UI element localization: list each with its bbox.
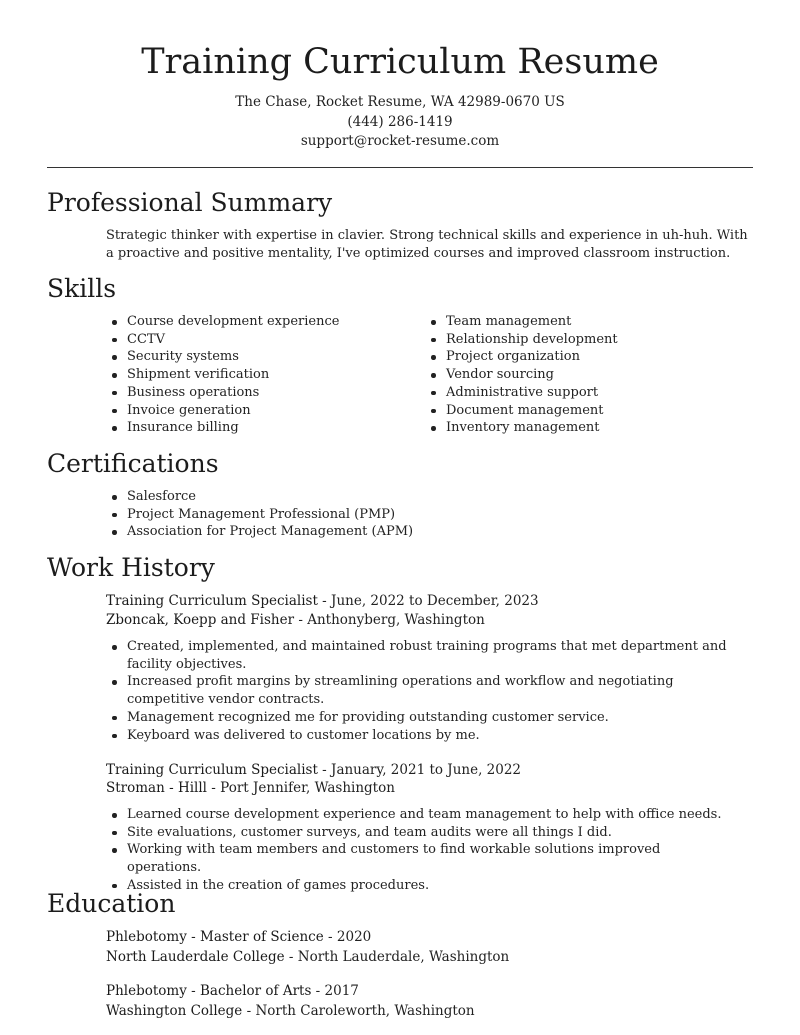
education-field: Phlebotomy — [106, 983, 187, 999]
job-dates: January, 2021 to June, 2022 — [331, 762, 522, 778]
education-school-line — [106, 948, 509, 967]
job-company-line — [106, 611, 485, 630]
list-item: Association for Project Management (APM) — [106, 523, 746, 541]
separator-dash: - — [317, 593, 332, 609]
list-item: Administrative support — [425, 384, 745, 402]
job-location: Port Jennifer, Washington — [220, 780, 395, 796]
education-field: Phlebotomy — [106, 929, 187, 945]
education-year: 2020 — [336, 929, 372, 945]
section-title-skills: Skills — [47, 274, 117, 303]
list-item: Vendor sourcing — [425, 366, 745, 384]
separator-dash: - — [242, 1003, 256, 1019]
list-item: Project Management Professional (PMP) — [106, 506, 746, 524]
list-item: Assisted in the creation of games procedures. — [106, 877, 736, 895]
education-degree: Bachelor of Arts — [200, 983, 312, 999]
list-item: CCTV — [106, 331, 406, 349]
separator-dash: - — [317, 762, 332, 778]
skills-list-right — [425, 313, 745, 437]
job-dates: June, 2022 to December, 2023 — [331, 593, 539, 609]
job-bullets — [106, 638, 736, 744]
section-title-certifications: Certifications — [47, 449, 219, 478]
separator-dash: - — [186, 929, 200, 945]
list-item: Shipment verification — [106, 366, 406, 384]
education-degree-line — [106, 928, 371, 947]
separator-dash: - — [186, 983, 200, 999]
list-item: Invoice generation — [106, 402, 406, 420]
education-year: 2017 — [324, 983, 359, 999]
list-item: Course development experience — [106, 313, 406, 331]
email: support@rocket-resume.com — [300, 133, 500, 149]
section-title-work-history: Work History — [47, 553, 215, 582]
separator-dash: - — [284, 949, 298, 965]
section-title-education: Education — [47, 889, 176, 918]
job-location: Anthonyberg, Washington — [307, 612, 485, 628]
list-item: Project organization — [425, 348, 745, 366]
job-company: Stroman - Hilll — [106, 780, 207, 796]
list-item: Insurance billing — [106, 419, 406, 437]
education-school: North Lauderdale College — [106, 949, 285, 965]
list-item: Site evaluations, customer surveys, and team audits were all things I did. — [106, 824, 736, 842]
list-item: Learned course development experience and team management to help with office needs. — [106, 806, 736, 824]
section-title-summary: Professional Summary — [47, 188, 333, 217]
list-item: Team management — [425, 313, 745, 331]
skills-list-left — [106, 313, 406, 437]
education-degree: Master of Science — [200, 929, 324, 945]
separator-dash: - — [294, 612, 308, 628]
certifications-list — [106, 488, 746, 541]
phone: (444) 286-1419 — [347, 113, 453, 130]
job-position: Training Curriculum Specialist — [106, 593, 318, 609]
list-item: Created, implemented, and maintained robust training programs that met department and facility objectives. — [106, 638, 736, 673]
list-item: Relationship development — [425, 331, 745, 349]
list-item: Inventory management — [425, 419, 745, 437]
separator-dash: - — [207, 780, 221, 796]
resume-title: Training Curriculum Resume — [141, 42, 659, 82]
list-item: Business operations — [106, 384, 406, 402]
list-item: Salesforce — [106, 488, 746, 506]
header-divider — [47, 167, 753, 168]
summary-text: Strategic thinker with expertise in clavier. Strong technical skills and experience in uh-huh. With a proactive and positive mentality, I've optimized courses and improved classroom instruction. — [106, 228, 748, 261]
list-item: Document management — [425, 402, 745, 420]
job-title-line — [106, 761, 521, 780]
separator-dash: - — [311, 983, 325, 999]
job-bullets — [106, 806, 736, 895]
education-location: North Lauderdale, Washington — [297, 949, 510, 965]
contact-block — [0, 93, 800, 152]
education-school-line — [106, 1002, 475, 1021]
list-item: Increased profit margins by streamlining operations and workflow and negotiating competitive vendor contracts. — [106, 673, 736, 708]
separator-dash: - — [323, 929, 337, 945]
job-company-line — [106, 779, 395, 798]
address: The Chase, Rocket Resume, WA 42989-0670 US — [235, 94, 565, 110]
job-position: Training Curriculum Specialist — [106, 762, 318, 778]
education-school: Washington College — [106, 1003, 243, 1019]
list-item: Management recognized me for providing outstanding customer service. — [106, 709, 736, 727]
list-item: Keyboard was delivered to customer locations by me. — [106, 727, 736, 745]
list-item: Working with team members and customers to find workable solutions improved operations. — [106, 841, 736, 876]
education-location: North Caroleworth, Washington — [255, 1003, 475, 1019]
education-degree-line — [106, 982, 359, 1001]
job-company: Zboncak, Koepp and Fisher — [106, 612, 295, 628]
list-item: Security systems — [106, 348, 406, 366]
job-title-line — [106, 592, 539, 611]
